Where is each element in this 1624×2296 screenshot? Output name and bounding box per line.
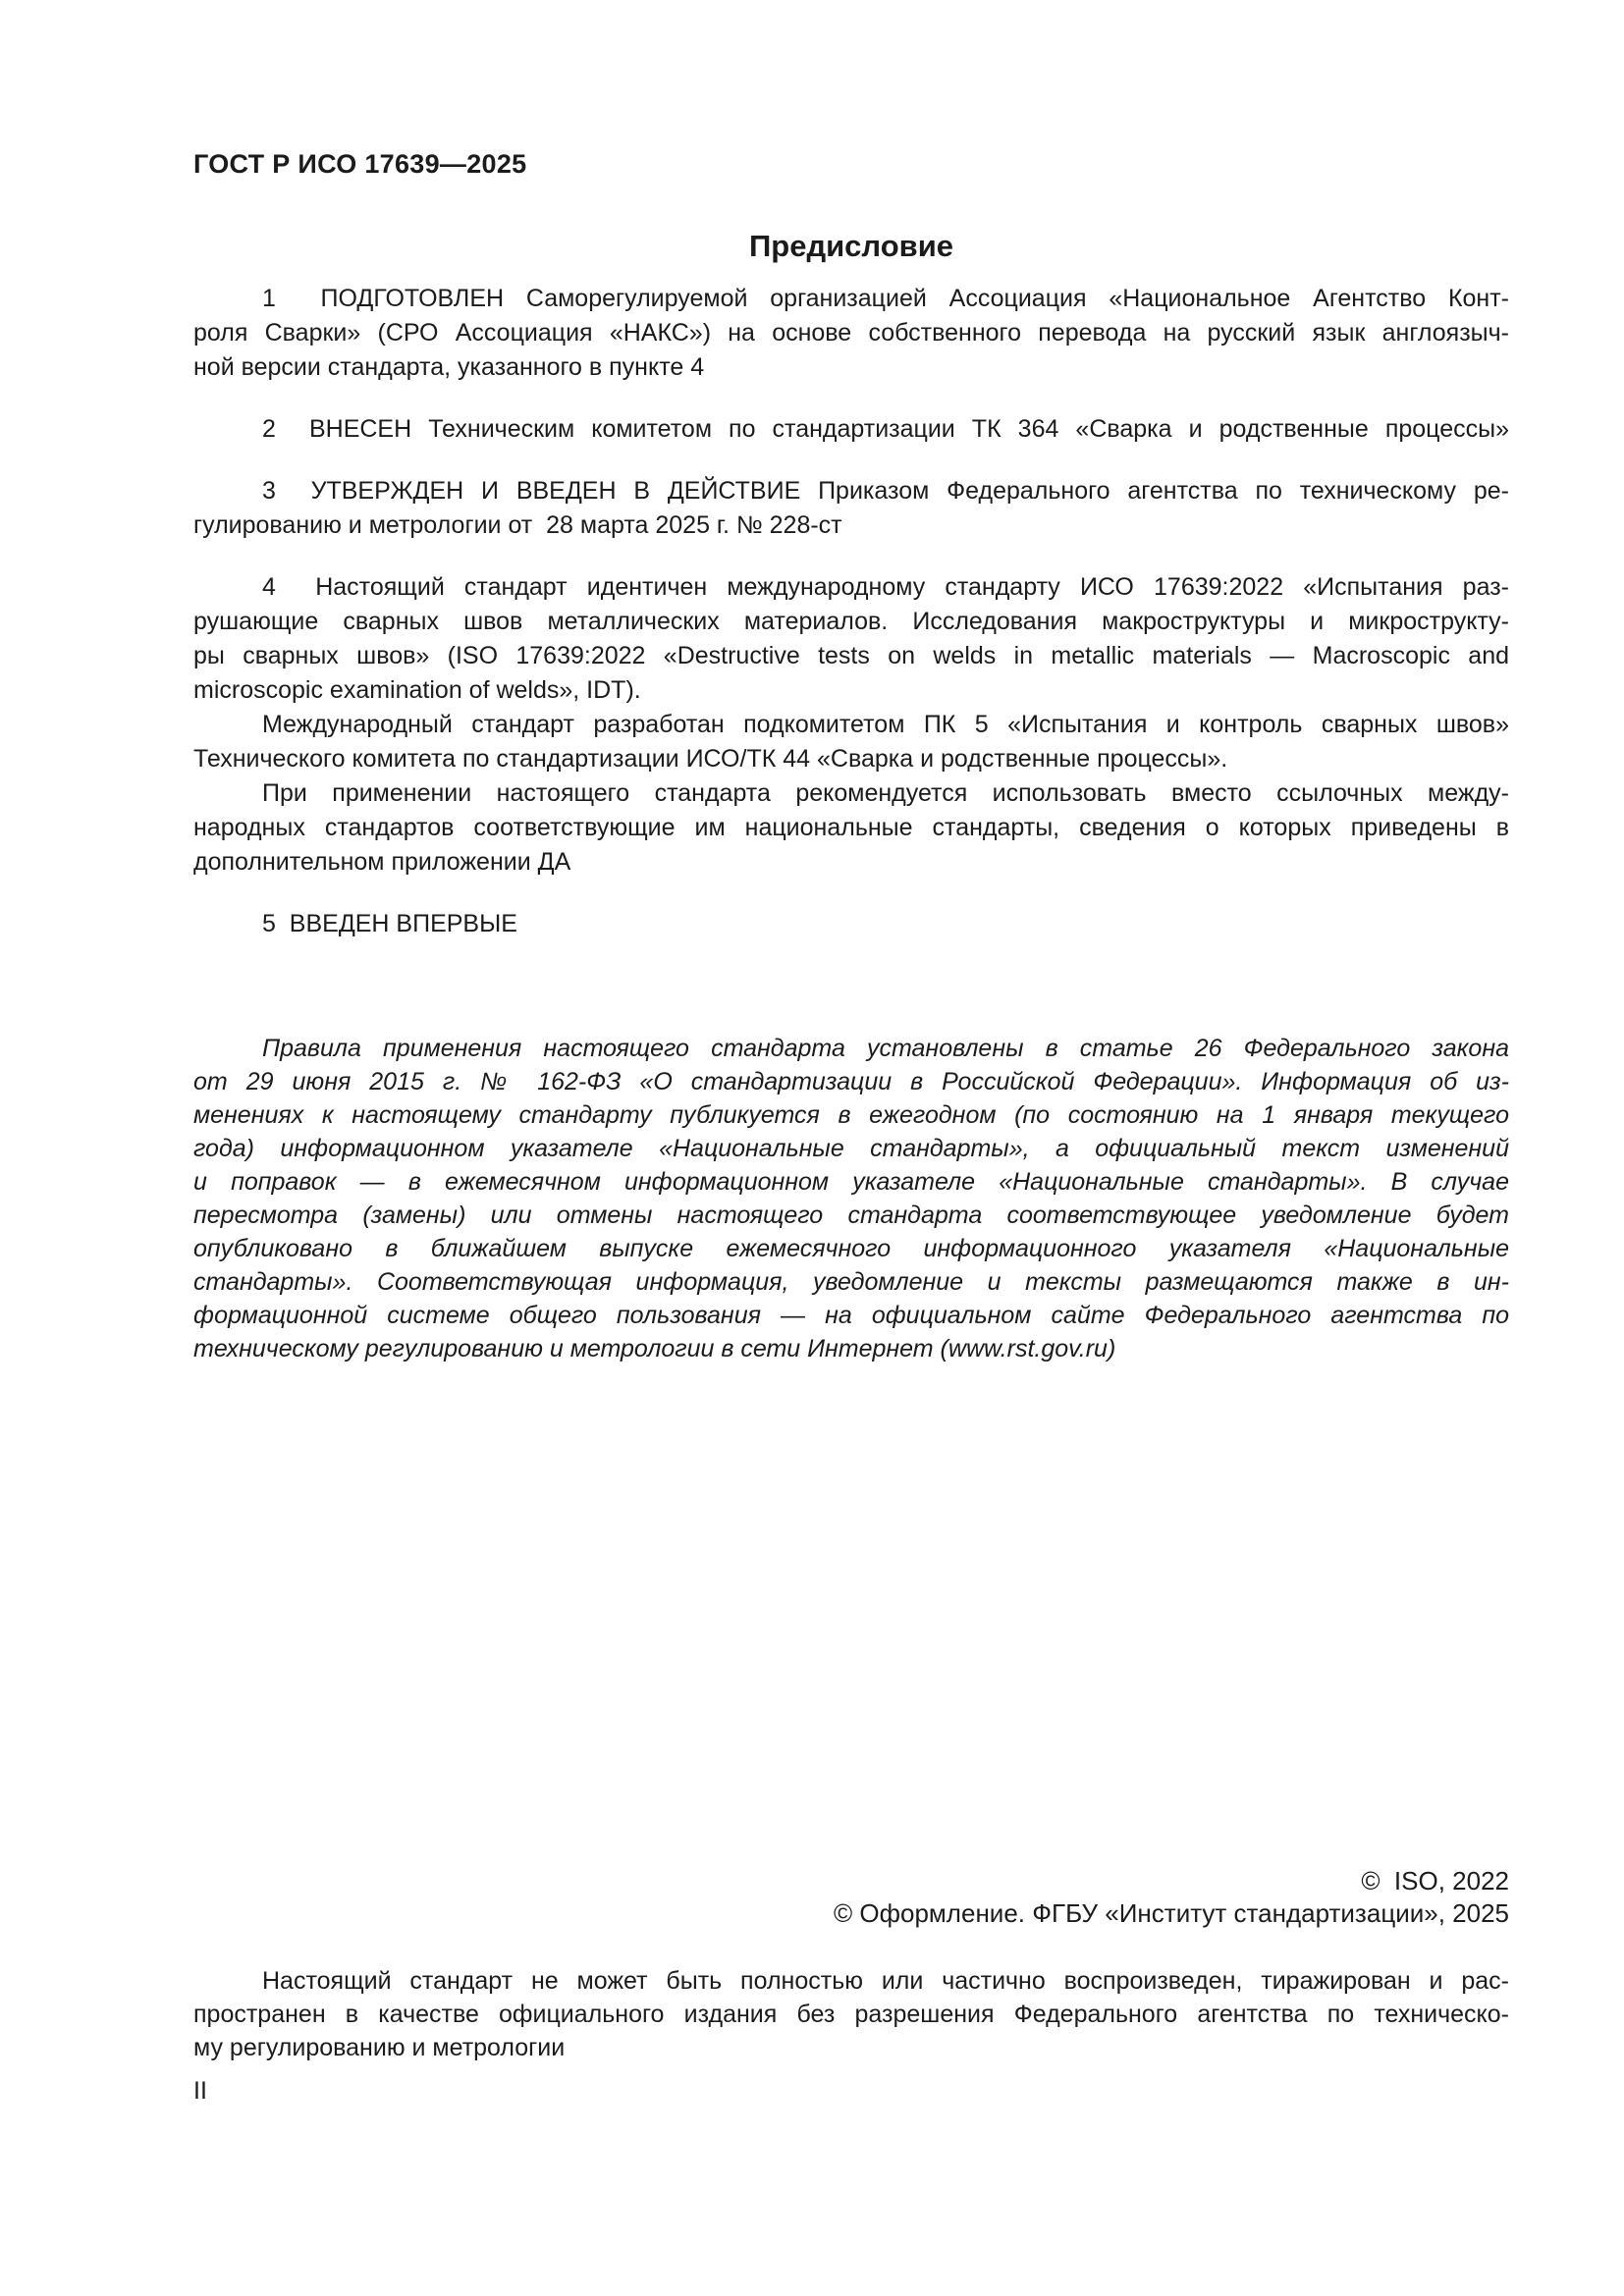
- legal-application-rules: [193, 1032, 1509, 1365]
- legal-application-rules-line-3: менениях к настоящему стандарту публикуется в ежегодном (по состоянию на 1 января текущего: [193, 1101, 1509, 1129]
- clause-3-approved: [193, 474, 1509, 543]
- clause-1-prepared-line-3: ной версии стандарта, указанного в пункте 4: [193, 353, 705, 381]
- legal-application-rules-line-2: от 29 июня 2015 г. № 162-ФЗ «О стандартизации в Российской Федерации». Информация об из-: [193, 1068, 1509, 1095]
- clause-4-subcommittee-line-2: Технического комитета по стандартизации ИСО/ТК 44 «Сварка и родственные процессы».: [193, 745, 1228, 773]
- distribution-notice-line-1: Настоящий стандарт не может быть полностью или частично воспроизведен, тиражирован и рас-: [262, 1967, 1509, 1995]
- clause-4-subcommittee-line-1: Международный стандарт разработан подкомитетом ПК 5 «Испытания и контроль сварных швов»: [262, 711, 1509, 738]
- distribution-notice: [193, 1964, 1509, 2064]
- copyright-block: [193, 1865, 1509, 1930]
- clause-4-identical-line-2: рушающие сварных швов металлических материалов. Исследования макроструктуры и микрострукту-: [193, 608, 1509, 635]
- clause-4-recommendation: [193, 776, 1509, 880]
- clause-5-first-edition: [193, 907, 1509, 941]
- clause-4-identical-line-1: 4 Настоящий стандарт идентичен международному стандарту ИСО 17639:2022 «Испытания раз-: [262, 573, 1509, 601]
- clause-4-recommendation-line-2: народных стандартов соответствующие им национальные стандарты, сведения о которых приведены в: [193, 814, 1509, 841]
- clause-4-recommendation-line-1: При применении настоящего стандарта рекомендуется использовать вместо ссылочных между-: [262, 779, 1509, 807]
- legal-application-rules-line-5: и поправок — в ежемесячном информационном указателе «Национальные стандарты». В случае: [193, 1168, 1509, 1196]
- clause-3-approved-line-1: 3 УТВЕРЖДЕН И ВВЕДЕН В ДЕЙСТВИЕ Приказом Федерального агентства по техническому ре-: [262, 477, 1509, 505]
- page-number: II: [193, 2077, 207, 2105]
- distribution-notice-line-3: му регулированию и метрологии: [193, 2034, 566, 2061]
- clause-2-submitted: [193, 412, 1509, 447]
- clause-1-prepared: [193, 282, 1509, 385]
- clause-4-identical-line-4: microscopic examination of welds», IDT).: [193, 676, 641, 704]
- copyright-design: © Оформление. ФГБУ «Институт стандартизации», 2025: [834, 1898, 1509, 1928]
- legal-application-rules-line-1: Правила применения настоящего стандарта установлены в статье 26 Федерального закона: [262, 1035, 1509, 1062]
- legal-application-rules-line-4: года) информационном указателе «Национальные стандарты», а официальный текст изменений: [193, 1135, 1509, 1162]
- legal-application-rules-line-10: техническому регулированию и метрологии в сети Интернет (www.rst.gov.ru): [193, 1335, 1116, 1362]
- foreword-clauses: [193, 282, 1509, 1365]
- clause-2-submitted-line-1: 2 ВНЕСЕН Техническим комитетом по стандартизации ТК 364 «Сварка и родственные процессы»: [262, 415, 1509, 443]
- clause-4-recommendation-line-3: дополнительном приложении ДА: [193, 848, 571, 876]
- running-header: ГОСТ Р ИСО 17639—2025: [193, 149, 527, 179]
- clause-3-approved-line-2: гулированию и метрологии от 28 марта 2025 г. № 228-ст: [193, 511, 842, 539]
- legal-application-rules-line-6: пересмотра (замены) или отмены настоящего стандарта соответствующее уведомление будет: [193, 1201, 1509, 1229]
- legal-application-rules-line-7: опубликовано в ближайшем выпуске ежемесячного информационного указателя «Национальные: [193, 1235, 1509, 1262]
- copyright-iso: © ISO, 2022: [1361, 1866, 1509, 1896]
- clause-1-prepared-line-2: роля Сварки» (СРО Ассоциация «НАКС») на основе собственного перевода на русский язык англоязыч-: [193, 319, 1509, 347]
- legal-application-rules-line-9: формационной системе общего пользования — на официальном сайте Федерального агентства по: [193, 1302, 1509, 1329]
- legal-application-rules-line-8: стандарты». Соответствующая информация, уведомление и тексты размещаются также в ин-: [193, 1268, 1509, 1296]
- clause-4-identical: [193, 570, 1509, 708]
- clause-5-first-edition-line-1: 5 ВВЕДЕН ВПЕРВЫЕ: [262, 910, 517, 937]
- distribution-notice-line-2: пространен в качестве официального издания без разрешения Федерального агентства по техническо-: [193, 2001, 1509, 2028]
- clause-4-identical-line-3: ры сварных швов» (ISO 17639:2022 «Destructive tests on welds in metallic materials — Macroscopic and: [193, 642, 1509, 669]
- clause-1-prepared-line-1: 1 ПОДГОТОВЛЕН Саморегулируемой организацией Ассоциация «Национальное Агентство Конт-: [262, 285, 1509, 312]
- page-title: Предисловие: [748, 229, 953, 263]
- distribution-notice-block: [193, 1964, 1509, 2064]
- clause-4-subcommittee: [193, 708, 1509, 776]
